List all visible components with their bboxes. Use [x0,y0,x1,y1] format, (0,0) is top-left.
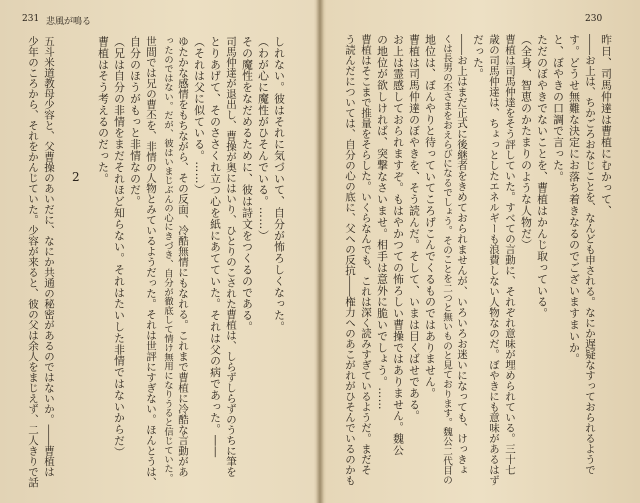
left-lower-line-2: 少年のころから、それをかんじていた。少容が来ると、彼の父は余人をまじえず、二人きりで話 [27,36,39,488]
right-line-10: ――お上はまだ正式に後継者をきめておられませんが、いろいろお迷いになっても、けっきょ [456,34,468,475]
right-line-13: 曹植は司馬仲達のぼやきを、そう読んだ。そして、いまは目くばせである。 [408,34,421,422]
right-line-3: す。どうせ無難な決定にお落ち着きなるのでございますまいか。 [568,34,581,365]
left-upper-line-5: とりあげて、そのささくれ立つ心を紙にあてていた。それは父の病であった。―― [209,36,222,458]
right-line-1: 昨日、司馬仲達は曹植にむかって、 [600,34,613,217]
left-upper-line-4: 司馬仲達が退出し、曹操が奥にはいり、ひとりのこされた曹植は、しらずしらずのうちに筆を [225,36,237,477]
section-number: 2 [72,170,80,184]
right-line-17: う読んだについては、自分の心の底に、父への反抗――権力へのあこがれがひそんでいるのかも [344,34,356,486]
left-lower-line-1: 五斗米道教母少容と、父曹操のあいだに、なにか共通の秘密があるのではないか。――曹植は [43,36,55,477]
left-upper-line-1: しれない。彼はそれに気づいて、自分が怖ろしくなった。 [273,36,286,333]
book-gutter [316,0,324,503]
left-upper-line-11: （兄は自分の非情をまだそれほど知らない。それはたいした非情ではないからだ） [113,36,126,458]
right-line-11: くは長男の丕さまをおえらびになるでしょう。そのことを二つと無いものと見ております。魏公二代目の [441,34,452,485]
left-upper-line-12: 曹植はそう考えるのだった。 [97,36,110,185]
right-line-12: 地位は、ぼんやりと待っていてころげこんでくるものではありません。 [424,34,437,399]
right-line-8: 歳の司馬仲達は、ちょっとしたエネルギーも浪費しない人物なのだ。ぼやきにも意味があるはず [488,34,500,486]
right-line-5: ただのぼやきでないことを、曹植はかんじ取っている。 [536,34,549,319]
left-upper-line-3: その魔性をなだめるために、彼は詩文をつくるのである。 [241,36,254,333]
right-line-7: 曹植は司馬仲達をそう評していた。すべての言動に、それぞれ意味が埋められている。三十七 [504,34,516,475]
right-line-14: お上は霊感しておられますぞ。もはやかつての怖ろしい曹操ではありません。魏公 [392,34,405,456]
left-upper-line-2: （わが心に魔性がひそんでいる。……） [257,36,270,242]
left-upper-line-8: ったのではない。だが、彼はいまじぶんの心にきづき、自分が徹底して情け無用になりうると信じていた。 [162,36,173,483]
right-line-9: だった。 [472,34,485,80]
right-line-2: ――お上は、ちかごろおなじことを、なんども申される。なにか遅疑なすっておられるようで [584,34,596,475]
right-page-number: 230 [585,14,603,24]
right-line-6: （全身、智恵のかたまりのような人物だ） [520,34,533,251]
right-line-15: の地位が欲しければ、突撃なさいませ。相手は意外に脆いでしょう。…… [376,34,389,411]
left-upper-line-9: 世間では兄の曹丕を、非情の人物とみているようだった。それは世評にすぎない。ほんとうは、 [145,36,157,488]
left-upper-line-6: （それは父に似ている。……） [193,36,206,196]
left-page-number: 231 [22,14,40,24]
left-upper-line-10: 自分のほうがもっと非情なのだ。 [129,36,142,207]
left-running-title: 悲風が鳴る [46,17,92,27]
left-upper-line-7: ゆたかな感情をもちながら、その反面、冷酷無情にもなれる。これまで曹植に冷酷な言動があ [177,36,189,477]
right-line-16: 曹植はそこまで推量をそらした。いくらなんでも、これは深く読みすぎているようだ。まだそ [360,34,372,475]
right-line-4: と、ぼやきの口調で言った。 [552,34,565,183]
